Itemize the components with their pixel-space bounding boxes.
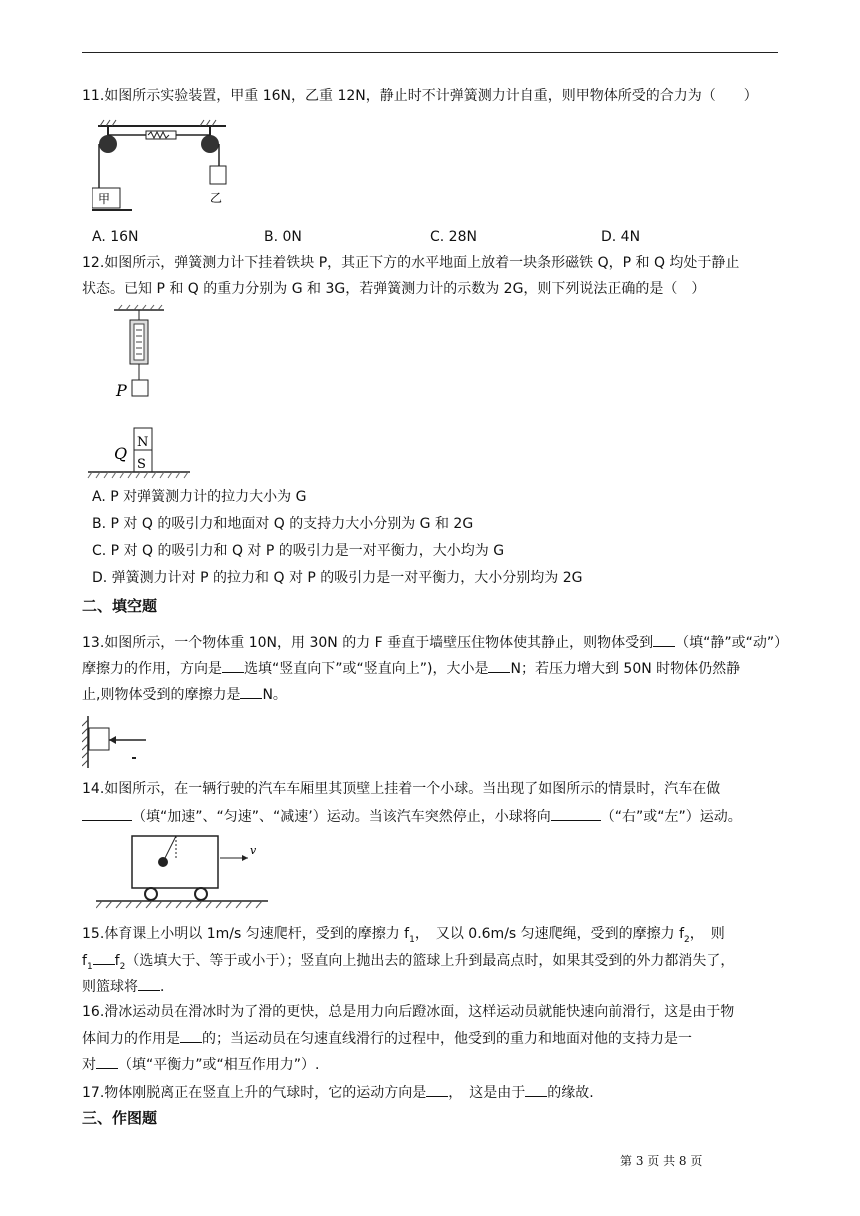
q12-stem-line1: 12.如图所示，弹簧测力计下挂着铁块 P，其正下方的水平地面上放着一块条形磁铁 Q，P 和 Q 均处于静止: [82, 255, 740, 271]
q15-sub: 1: [86, 961, 93, 972]
q11-option-a: A. 16N: [92, 229, 139, 245]
q11-option-c: C. 28N: [430, 229, 477, 245]
q12-label-n: N: [137, 435, 149, 450]
q14-figure: [96, 830, 268, 914]
q14-label-v: v: [250, 844, 257, 857]
q15-line2: [82, 950, 734, 977]
q13-line1: [82, 632, 788, 653]
q12-figure: [86, 304, 190, 480]
q13-text: N。: [262, 687, 287, 703]
q13-text: （填“静”或“动”）: [675, 635, 789, 651]
q15-blank-1[interactable]: [93, 950, 115, 965]
q12-option-b: B. P 对 Q 的吸引力和地面对 Q 的支持力大小分别为 G 和 2G: [92, 516, 474, 532]
q14-blank-1[interactable]: [82, 806, 132, 821]
q15-sub: 2: [119, 961, 126, 972]
q17-blank-1[interactable]: [426, 1082, 448, 1097]
q11-option-d: D. 4N: [601, 229, 641, 245]
q11-stem: 11.如图所示实验装置，甲重 16N，乙重 12N，静止时不计弹簧测力计自重，则甲物体所受的合力为（ ）: [82, 88, 758, 104]
q15-sub: 2: [684, 934, 690, 945]
q15-text: 15.体育课上小明以 1m/s 匀速爬杆，受到的摩擦力 f: [82, 926, 410, 942]
q16-text: （填“平衡力”或“相互作用力”）.: [118, 1057, 320, 1073]
q16-line1: 16.滑冰运动员在滑冰时为了滑的更快，总是用力向后蹬冰面，这样运动员就能快速向前滑行，这是由于物: [82, 1004, 735, 1020]
q16-text: 体间力的作用是: [82, 1031, 180, 1047]
q12-label-p: P: [116, 381, 127, 400]
q14-text: （“右”或“左”）运动。: [600, 809, 742, 825]
q15-text: （选填大于、等于或小于）；竖直向上抛出去的篮球上升到最高点时，如果其受到的外力都消失了，: [125, 953, 735, 969]
q14-blank-2[interactable]: [551, 806, 601, 821]
q13-text: 摩擦力的作用，方向是: [82, 661, 222, 677]
q17-text: ， 这是由于: [448, 1085, 526, 1101]
q15-line1: [82, 924, 725, 950]
q15-text: 则篮球将: [82, 979, 138, 995]
q16-line3: [82, 1054, 319, 1075]
q17-text: 17.物体刚脱离正在竖直上升的气球时，它的运动方向是: [82, 1085, 427, 1101]
q12-stem-line2: 状态。已知 P 和 Q 的重力分别为 G 和 3G，若弹簧测力计的示数为 2G，则下列说法正确的是（ ）: [82, 281, 706, 297]
q16-blank-2[interactable]: [96, 1054, 118, 1069]
q13-blank-4[interactable]: [240, 684, 262, 699]
q11-label-jia: 甲: [98, 192, 111, 206]
q17-blank-2[interactable]: [525, 1082, 547, 1097]
q14-text: （填“加速”、“匀速”、“减速’）运动。当该汽车突然停止，小球将向: [132, 809, 551, 825]
q13-text: 止,则物体受到的摩擦力是: [82, 687, 241, 703]
q13-text: N；若压力增大到 50N 时物体仍然静: [510, 661, 741, 677]
q13-blank-1[interactable]: [653, 632, 675, 647]
q15-sub: 1: [409, 934, 415, 945]
q11-figure: [92, 116, 232, 220]
q15-line3: [82, 976, 174, 997]
section-drawing-heading: 三、作图题: [82, 1109, 158, 1127]
q15-text: ， 则: [689, 926, 725, 942]
q12-label-q: Q: [114, 444, 128, 463]
header-rule: [82, 52, 778, 53]
q13-figure: [82, 714, 152, 770]
q16-blank-1[interactable]: [180, 1028, 202, 1043]
q13-line3: [82, 684, 287, 705]
q15-blank-2[interactable]: [138, 976, 160, 991]
q16-text: 对: [82, 1057, 96, 1073]
q11-label-yi: 乙: [210, 191, 223, 205]
q13-text: 13.如图所示，一个物体重 10N，用 30N 的力 F 垂直于墙壁压住物体使其静止，则物体受到: [82, 635, 654, 651]
q13-blank-3[interactable]: [488, 658, 510, 673]
page-number: 第 3 页 共 8 页: [620, 1154, 703, 1168]
q11-option-b: B. 0N: [264, 229, 302, 245]
q12-option-a: A. P 对弹簧测力计的拉力大小为 G: [92, 489, 307, 505]
q15-text: ．: [160, 979, 174, 995]
q12-option-c: C. P 对 Q 的吸引力和 Q 对 P 的吸引力是一对平衡力，大小均为 G: [92, 543, 505, 559]
q15-text: f: [114, 953, 120, 969]
q13-blank-2[interactable]: [222, 658, 244, 673]
q14-line2: [82, 806, 742, 827]
q15-text: f: [82, 953, 87, 969]
q16-text: 的；当运动员在匀速直线滑行的过程中，他受到的重力和地面对他的支持力是一: [202, 1031, 692, 1047]
section-fill-in-heading: 二、填空题: [82, 597, 158, 615]
q17-text: 的缘故.: [547, 1085, 594, 1101]
q13-line2: [82, 658, 740, 679]
q12-option-d: D. 弹簧测力计对 P 的拉力和 Q 对 P 的吸引力是一对平衡力，大小分别均为 2G: [92, 570, 583, 586]
q15-text: ， 又以 0.6m/s 匀速爬绳，受到的摩擦力 f: [414, 926, 685, 942]
q13-text: 选填“竖直向下”或“竖直向上”)，大小是: [244, 661, 489, 677]
q17-line1: [82, 1082, 594, 1103]
q14-line1: 14.如图所示，在一辆行驶的汽车车厢里其顶壁上挂着一个小球。当出现了如图所示的情景时，汽车在做: [82, 781, 721, 797]
q12-label-s: S: [137, 457, 146, 472]
q16-line2: [82, 1028, 692, 1049]
